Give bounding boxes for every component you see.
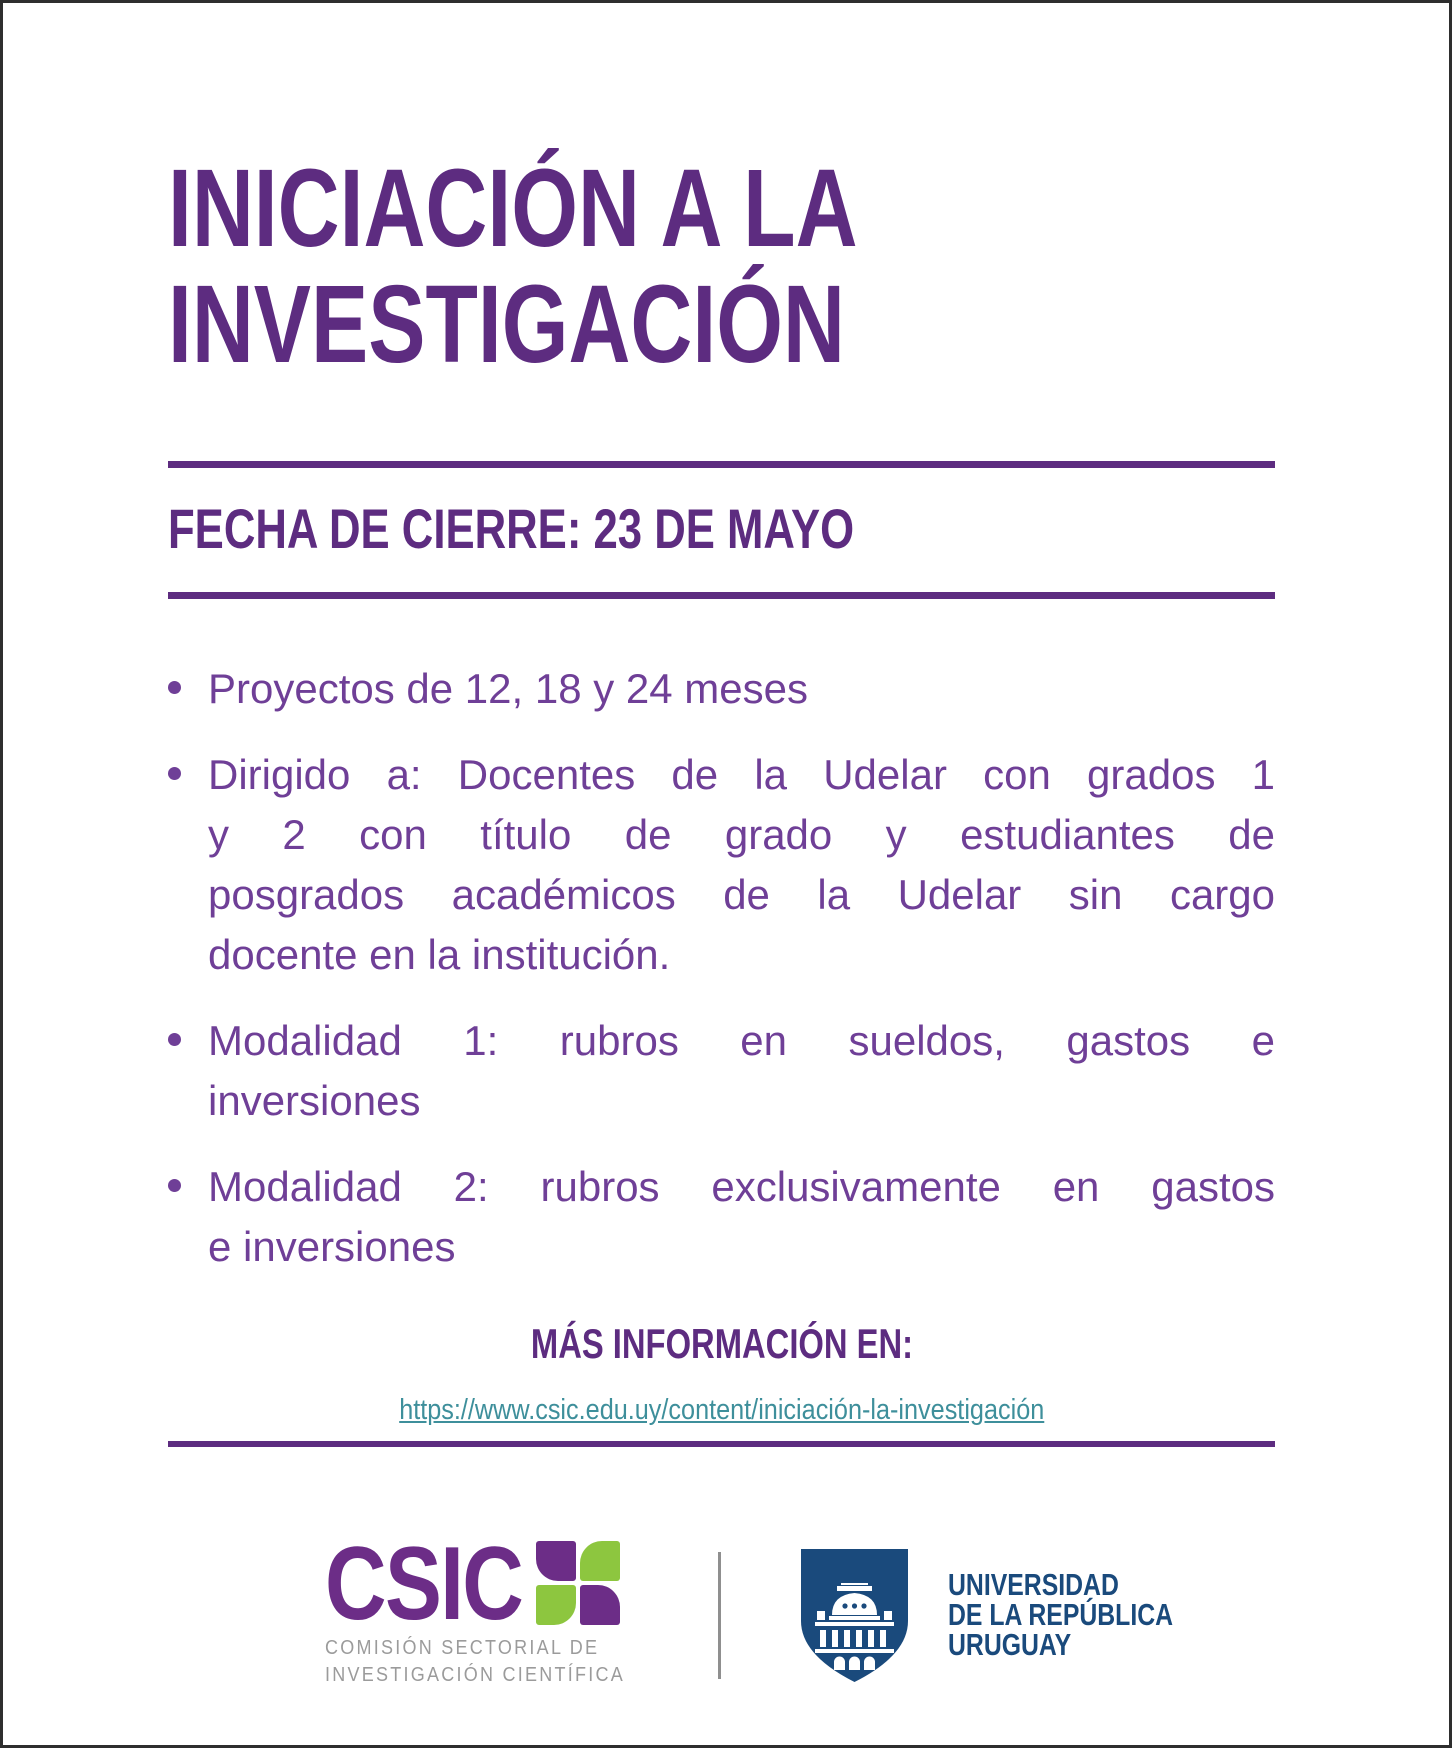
footer-logos: [325, 1526, 1449, 1689]
bullet-line: Proyectos de 12, 18 y 24 meses: [208, 665, 808, 712]
title-line-2: INVESTIGACIÓN: [168, 263, 845, 386]
flower-square-top-right: [580, 1541, 620, 1581]
more-info-heading: [168, 1319, 1275, 1379]
csic-logo-top: [325, 1526, 658, 1642]
page-title: [168, 3, 1275, 386]
udelar-wordmark: [948, 1567, 1229, 1662]
footer-vertical-divider: [718, 1552, 721, 1679]
bullet-dot-icon: [168, 681, 181, 694]
deadline-heading: [168, 498, 1275, 575]
csic-caption-line-2: INVESTIGACIÓN CIENTÍFICA: [325, 1664, 626, 1686]
bullet-line: Modalidad 1: rubros en sueldos, gastos e: [208, 1017, 1275, 1064]
list-item-modalidad-2: [168, 1157, 1275, 1277]
bullet-text: [208, 1157, 1275, 1277]
list-item-proyectos: [168, 659, 1275, 719]
info-link[interactable]: https://www.csic.edu.uy/content/iniciación-la-investigación: [398, 1394, 1045, 1426]
bullet-text: [208, 745, 1275, 985]
bullet-line: y 2 con título de grado y estudiantes de: [208, 811, 1275, 858]
csic-wordmark: CSIC: [325, 1526, 523, 1642]
flower-square-bottom-right: [580, 1585, 620, 1625]
list-item-modalidad-1: [168, 1011, 1275, 1131]
bullet-line: posgrados académicos de la Udelar sin cargo: [208, 871, 1275, 918]
bullet-line: inversiones: [208, 1077, 421, 1124]
bullet-line: e inversiones: [208, 1223, 456, 1270]
flower-square-top-left: [536, 1541, 576, 1581]
bullet-line: Dirigido a: Docentes de la Udelar con grados 1: [208, 751, 1275, 798]
udelar-shield-icon: [801, 1549, 908, 1682]
flower-square-bottom-left: [536, 1585, 576, 1625]
udelar-logo: [801, 1549, 1229, 1682]
udelar-line-3: URUGUAY: [948, 1627, 1072, 1662]
info-link-row: [168, 1391, 1275, 1434]
poster-content: [3, 3, 1449, 1447]
deadline-text: FECHA DE CIERRE: 23 DE MAYO: [168, 497, 855, 560]
csic-caption: [325, 1635, 658, 1689]
udelar-line-2: DE LA REPÚBLICA: [948, 1597, 1174, 1632]
list-item-dirigido: [168, 745, 1275, 985]
bullet-dot-icon: [168, 1179, 181, 1192]
divider-top: [168, 461, 1275, 468]
divider-bottom: [168, 1441, 1275, 1447]
bullet-dot-icon: [168, 1033, 181, 1046]
udelar-line-1: UNIVERSIDAD: [948, 1567, 1120, 1602]
bullet-text: [208, 1011, 1275, 1131]
bullet-dot-icon: [168, 767, 181, 780]
bullet-line: docente en la institución.: [208, 931, 671, 978]
divider-under-deadline: [168, 592, 1275, 599]
csic-caption-line-1: COMISIÓN SECTORIAL DE: [325, 1637, 600, 1659]
more-info-text: MÁS INFORMACIÓN EN:: [530, 1320, 913, 1367]
bullet-text: [208, 659, 1275, 719]
bullet-line: Modalidad 2: rubros exclusivamente en gastos: [208, 1163, 1275, 1210]
csic-logo: [325, 1526, 658, 1689]
bullet-list: [168, 659, 1275, 1277]
csic-flower-icon: [536, 1541, 620, 1625]
title-line-1: INICIACIÓN A LA: [168, 147, 858, 270]
